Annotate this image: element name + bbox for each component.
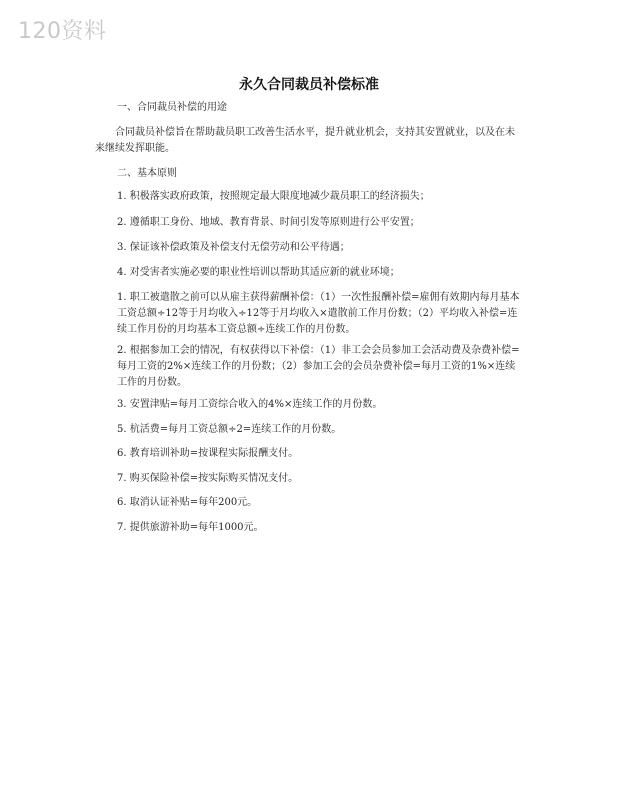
compensation-item: 7. 提供旅游补助=每年1000元。 [117,522,264,533]
compensation-item: 6. 取消认证补贴=每年200元。 [117,497,258,508]
purpose-paragraph: 合同裁员补偿旨在帮助裁员职工改善生活水平，提升就业机会，支持其安置就业，以及在未来继续发挥职能。 [95,127,515,154]
document-title: 永久合同裁员补偿标准 [239,77,379,93]
watermark-logo: 120资料 [18,19,107,44]
principle-item: 2. 遵循职工身份、地域、教育背景、时间引发等原则进行公平安置； [117,217,420,228]
principle-item: 1. 积极落实政府政策，按照规定最大限度地减少裁员职工的经济损失； [117,191,430,202]
principle-item: 4. 对受害者实施必要的职业性培训以帮助其适应新的就业环境； [117,267,400,278]
compensation-item: 7. 购买保险补偿=按实际购买情况支付。 [117,473,299,484]
section-heading-purpose: 一、合同裁员补偿的用途 [117,102,227,113]
compensation-item: 3. 安置津贴=每月工资综合收入的4%×连续工作的月份数。 [117,399,383,410]
section-heading-principles: 二、基本原则 [117,168,177,179]
compensation-item: 1. 职工被遣散之前可以从雇主获得薪酬补偿：（1）一次性报酬补偿=雇佣有效期内每月基本工资总额÷12等于月均收入÷12等于月均收入×遣散前工作月份数；（2）平均收入补偿=连续工作月份的月均基本工资总额÷连续工作的月份数。 [117,292,520,335]
principle-item: 3. 保证该补偿政策及补偿支付无偿劳动和公平待遇； [117,242,350,253]
compensation-item: 6. 教育培训补助=按课程实际报酬支付。 [117,448,299,459]
compensation-item: 2. 根据参加工会的情况，有权获得以下补偿：（1）非工会会员参加工会活动费及杂费补偿=每月工资的2%×连续工作的月份数；（2）参加工会的会员杂费补偿=每月工资的1%×连续工作的月份数。 [117,345,520,388]
compensation-item: 5. 杭活费=每月工资总额÷2=连续工作的月份数。 [117,424,342,435]
